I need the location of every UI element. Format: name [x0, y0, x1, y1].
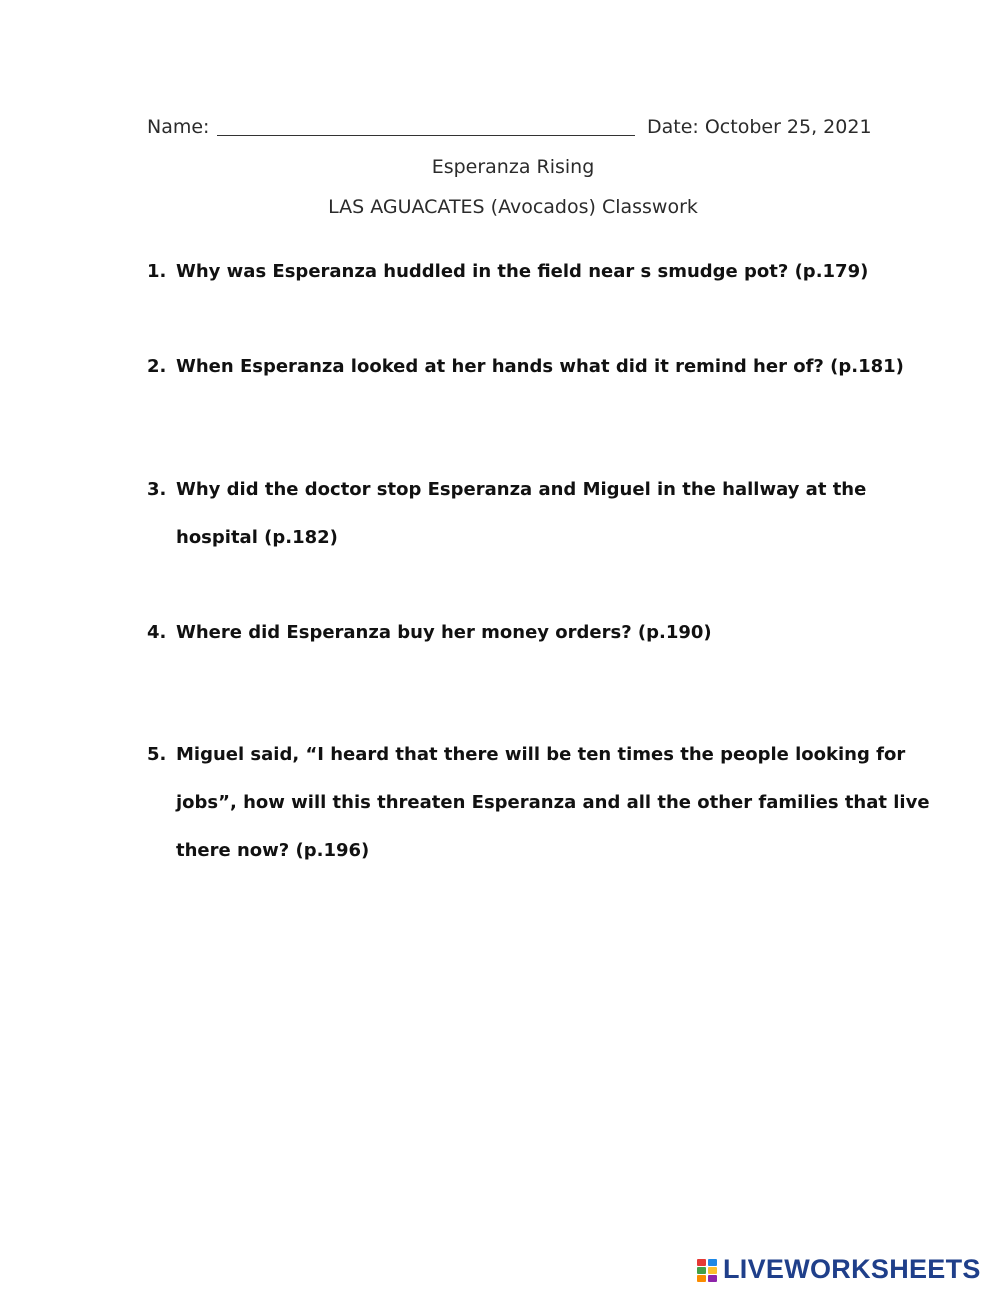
question-text: hospital (p.182) — [176, 527, 338, 548]
question-number: 3. — [147, 479, 167, 500]
logo-text: LIVEWORKSHEETS — [723, 1254, 981, 1284]
question-number: 2. — [147, 356, 167, 377]
question-text: Where did Esperanza buy her money orders? (p.190) — [176, 622, 712, 643]
book-title: Esperanza Rising — [431, 156, 595, 178]
question-text: Why did the doctor stop Esperanza and Miguel in the hallway at the — [176, 479, 867, 500]
question-text: Why was Esperanza huddled in the field near s smudge pot? (p.179) — [176, 261, 869, 282]
question-number: 5. — [147, 744, 167, 765]
logo-blocks-icon — [697, 1259, 719, 1283]
name-label: Name: — [147, 116, 210, 138]
assignment-title: LAS AGUACATES (Avocados) Classwork — [328, 196, 698, 218]
question-number: 4. — [147, 622, 167, 643]
question-text: jobs”, how will this threaten Esperanza and all the other families that live — [176, 792, 930, 813]
header-line — [147, 116, 872, 144]
question-text: When Esperanza looked at her hands what did it remind her of? (p.181) — [176, 356, 904, 377]
date-label: Date: October 25, 2021 — [647, 116, 872, 138]
question-text: there now? (p.196) — [176, 840, 370, 861]
question-text: Miguel said, “I heard that there will be ten times the people looking for — [176, 744, 906, 765]
liveworksheets-logo[interactable] — [697, 1256, 997, 1286]
name-blank-line[interactable] — [217, 135, 635, 136]
question-number: 1. — [147, 261, 167, 282]
